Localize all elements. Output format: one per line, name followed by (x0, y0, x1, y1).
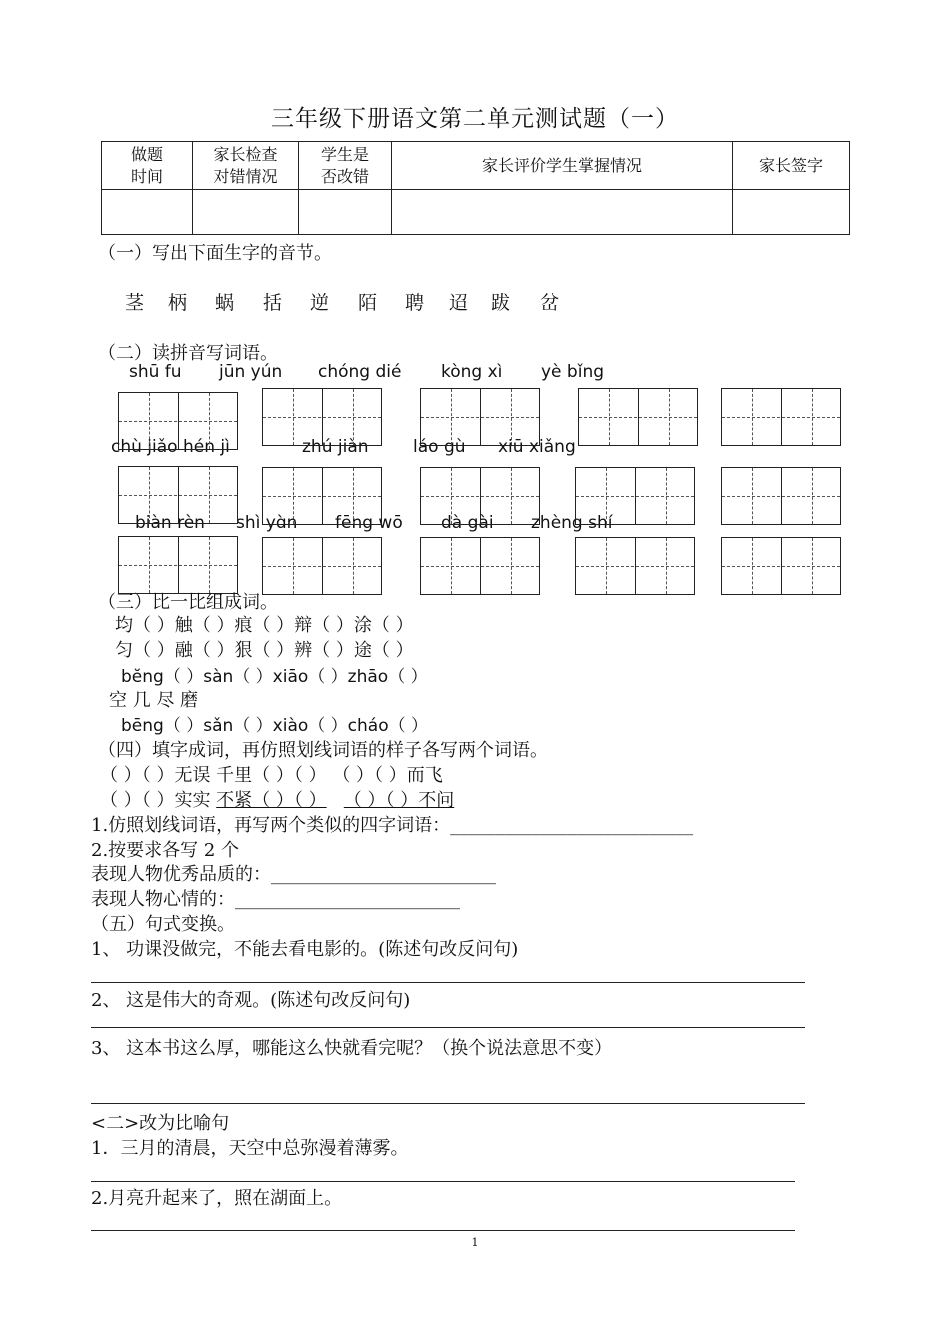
pinyin-label: chóng dié (318, 362, 402, 382)
subsection-heading: <二>改为比喻句 (91, 1113, 230, 1134)
header-cell-evaluation: 家长评价学生掌握情况 (392, 142, 733, 190)
question-mood: 表现人物心情的：_________________________ (91, 889, 460, 910)
char-item: 聘 (405, 292, 425, 314)
writing-box[interactable] (721, 388, 841, 446)
header-cell-parent-check: 家长检查 对错情况 (193, 142, 299, 190)
header-cell-corrected: 学生是 否改错 (299, 142, 392, 190)
pinyin-label: dà gài (441, 513, 494, 533)
compare-row: bēng（ ）sǎn（ ）xiào（ ）cháo（ ） (121, 716, 429, 736)
pinyin-label: láo gù (413, 437, 466, 457)
sentence-task: 1．三月的清晨，天空中总弥漫着薄雾。 (91, 1138, 409, 1159)
sentence-task: 3、 这本书这么厚，哪能这么快就看完呢？（换个说法意思不变） (91, 1038, 613, 1059)
char-item: 迢 (449, 292, 469, 314)
header-cell-signature: 家长签字 (733, 142, 850, 190)
question-quality: 表现人物优秀品质的：_________________________ (91, 864, 496, 885)
writing-box[interactable] (578, 388, 698, 446)
pinyin-label: shū fu (129, 362, 182, 382)
section5-heading: （五）句式变换。 (91, 914, 235, 935)
question-requirement: 2.按要求各写 2 个 (91, 840, 240, 861)
pinyin-label: kòng xì (441, 362, 503, 382)
underlined-example: 不紧（ ）（ ） (216, 790, 327, 811)
writing-box[interactable] (118, 466, 238, 524)
page-number: 1 (471, 1236, 479, 1249)
answer-line[interactable] (91, 1230, 795, 1231)
char-item: 岔 (540, 292, 560, 314)
pinyin-label: xiū xiǎng (498, 437, 576, 457)
pinyin-label: shì yɑ̀n (236, 513, 298, 533)
answer-line[interactable] (91, 1181, 795, 1182)
section4-heading: （四）填字成词，再仿照划线词语的样子各写两个词语。 (98, 740, 548, 761)
writing-box[interactable] (721, 467, 841, 525)
writing-box[interactable] (262, 537, 382, 595)
sentence-task: 1、 功课没做完，不能去看电影的。(陈述句改反问句) (91, 939, 519, 960)
answer-line[interactable] (91, 1103, 805, 1104)
compare-row: bĕng（ ）sàn（ ）xiāo（ ）zhāo（ ） (121, 667, 428, 687)
writing-box[interactable] (118, 536, 238, 594)
writing-box[interactable] (721, 537, 841, 595)
writing-box[interactable] (420, 467, 540, 525)
parent-check-table (101, 141, 850, 235)
pinyin-label: fēng wō (335, 513, 403, 533)
char-item: 陌 (358, 292, 378, 314)
writing-box[interactable] (118, 392, 238, 450)
writing-box[interactable] (575, 537, 695, 595)
input-cell-corrected[interactable] (299, 190, 392, 235)
page-title: 三年级下册语文第二单元测试题（一） (271, 106, 679, 132)
compare-row: 空 几 尽 磨 (109, 690, 199, 711)
sentence-task: 2.月亮升起来了，照在湖面上。 (91, 1188, 343, 1209)
input-cell-signature[interactable] (733, 190, 850, 235)
writing-box[interactable] (575, 467, 695, 525)
pinyin-label: zhú jiàn (302, 437, 369, 457)
char-item: 跋 (491, 292, 511, 314)
question-imitate: 1.仿照划线词语，再写两个类似的四字词语：___________________________ (91, 815, 694, 836)
writing-box[interactable] (420, 388, 540, 446)
header-cell-time: 做题 时间 (102, 142, 193, 190)
writing-box[interactable] (262, 467, 382, 525)
fill-line: （ ）（ ）无误 千里（ ）（ ） （ ）（ ）而飞 (100, 765, 443, 786)
writing-box[interactable] (420, 537, 540, 595)
underlined-example: （ ）（ ）不问 (343, 790, 455, 811)
fill-word: （ ）（ ）实实 (100, 790, 217, 811)
compare-row: 均（ ）触（ ）痕（ ）辩（ ）涂（ ） (115, 615, 414, 636)
char-item: 茎 (125, 292, 145, 314)
input-cell-evaluation[interactable] (392, 190, 733, 235)
compare-row: 匀（ ）融（ ）狠（ ）辨（ ）途（ ） (115, 640, 414, 661)
pinyin-label: yè bǐng (541, 362, 605, 382)
input-cell-time[interactable] (102, 190, 193, 235)
pinyin-label: chù jiǎo hén jì (111, 437, 230, 457)
answer-line[interactable] (91, 982, 805, 983)
section2-heading: （二）读拼音写词语。 (98, 343, 278, 364)
char-item: 蜗 (215, 292, 235, 314)
pinyin-label: jūn yún (219, 362, 283, 382)
char-item: 逆 (310, 292, 330, 314)
char-item: 柄 (168, 292, 188, 314)
input-cell-parent-check[interactable] (193, 190, 299, 235)
section3-heading: （三）比一比组成词。 (98, 592, 278, 613)
section1-heading: （一）写出下面生字的音节。 (98, 243, 332, 264)
sentence-task: 2、 这是伟大的奇观。(陈述句改反问句) (91, 990, 411, 1011)
pinyin-label: zhèng shí (531, 513, 613, 533)
fill-line (100, 786, 454, 812)
pinyin-label: biàn rèn (135, 513, 205, 533)
writing-box[interactable] (262, 388, 382, 446)
answer-line[interactable] (91, 1027, 805, 1028)
char-item: 括 (263, 292, 283, 314)
